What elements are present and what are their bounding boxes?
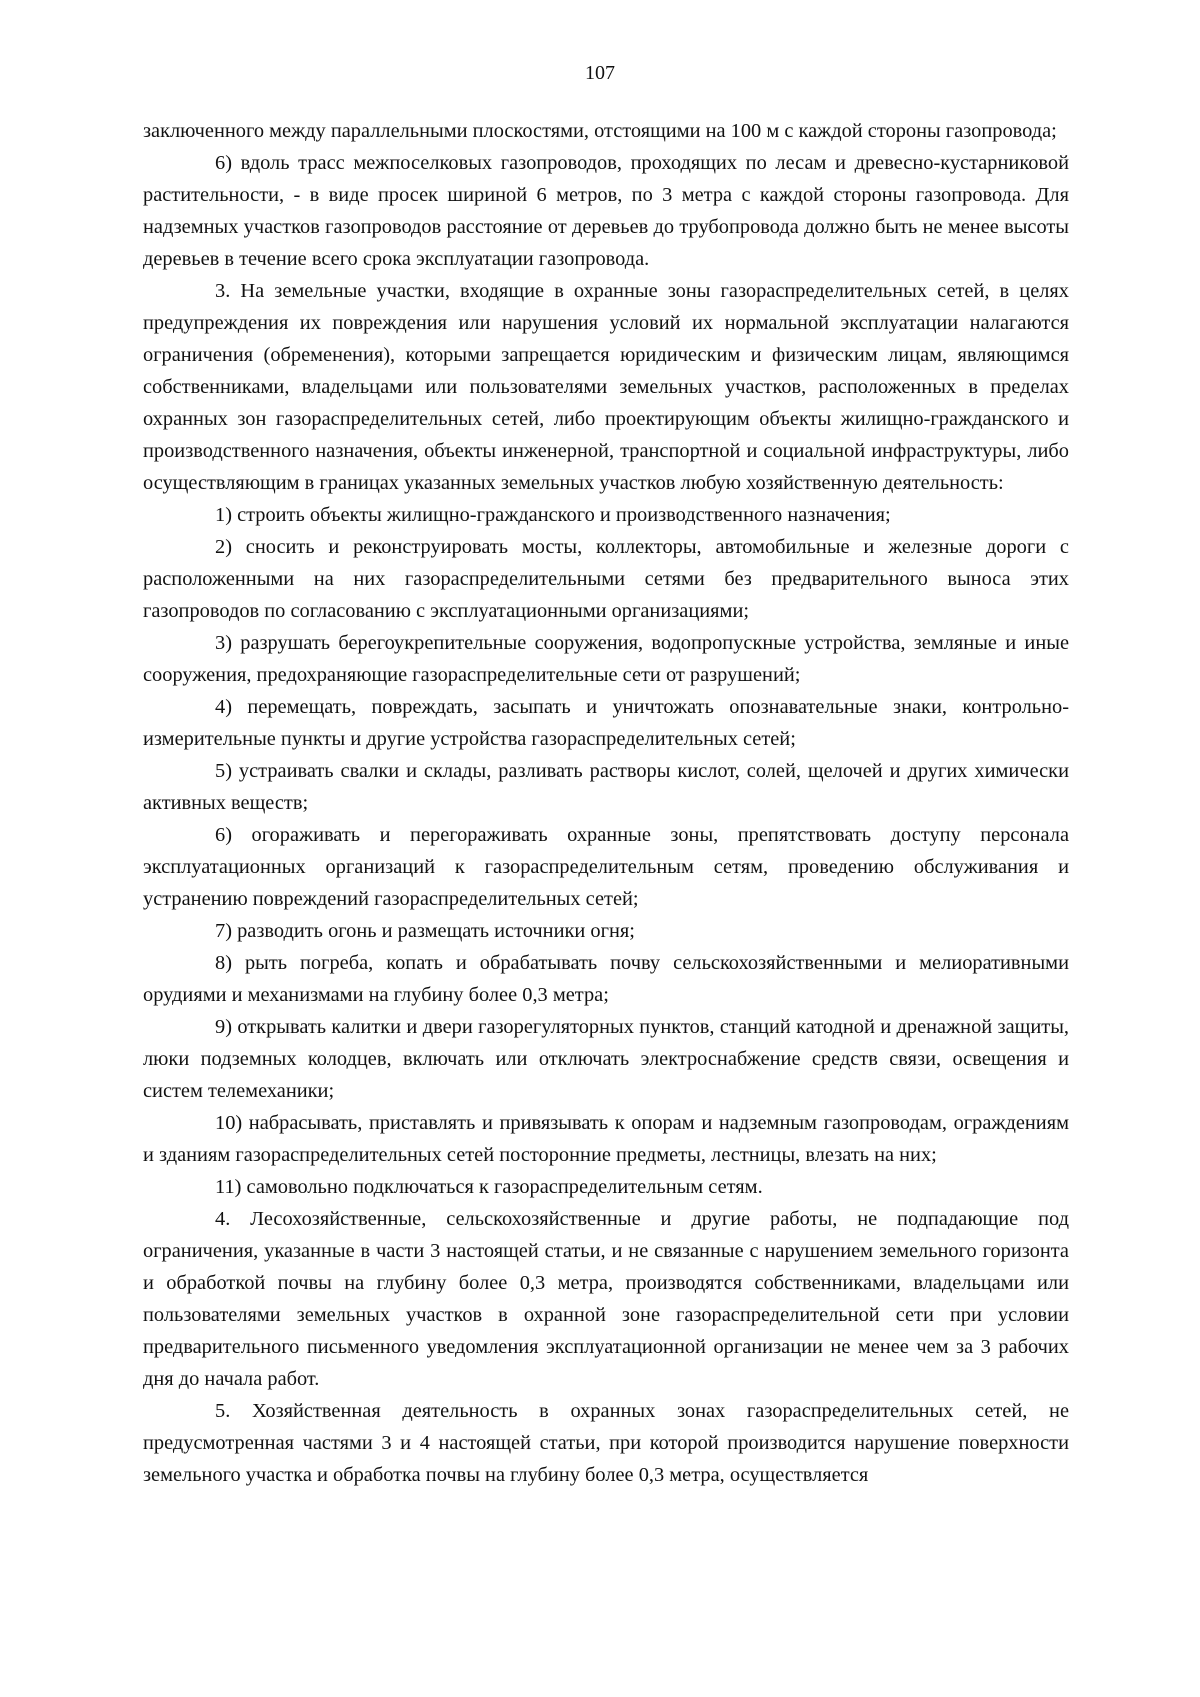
restriction-item-10: 10) набрасывать, приставлять и привязывать к опорам и надземным газопроводам, ограждениям и зданиям газораспределительных сетей посторонние предметы, лестницы, влезать на них; bbox=[143, 1112, 1069, 1166]
restriction-item-9: 9) открывать калитки и двери газорегуляторных пунктов, станций катодной и дренажной защиты, люки подземных колодцев, включать или отключать электроснабжение средств связи, освещения и систем телемеханики; bbox=[143, 1016, 1069, 1102]
page-body bbox=[143, 115, 1069, 1491]
section-4-permitted-works: 4. Лесохозяйственные, сельскохозяйственные и другие работы, не подпадающие под ограничения, указанные в части 3 настоящей статьи, и не связанные с нарушением земельного горизонта и обработкой почвы на глубину более 0,3 метра, производятся собственниками, владельцами или пользователями земельных участков в охранной зоне газораспределительной сети при условии предварительного письменного уведомления эксплуатационной организации не менее чем за 3 рабочих дня до начала работ. bbox=[143, 1208, 1069, 1390]
list-item-6-forest-gas-lines: 6) вдоль трасс межпоселковых газопроводов, проходящих по лесам и древесно-кустарниковой растительности, - в виде просек шириной 6 метров, по 3 метра с каждой стороны газопровода. Для надземных участков газопроводов расстояние от деревьев до трубопровода должно быть не менее высоты деревьев в течение всего срока эксплуатации газопровода. bbox=[143, 152, 1069, 270]
paragraph-continuation: заключенного между параллельными плоскостями, отстоящими на 100 м с каждой стороны газопровода; bbox=[143, 120, 1057, 142]
restriction-item-5: 5) устраивать свалки и склады, разливать растворы кислот, солей, щелочей и других химически активных веществ; bbox=[143, 760, 1069, 814]
restriction-item-7: 7) разводить огонь и размещать источники огня; bbox=[215, 920, 635, 942]
section-3-restrictions: 3. На земельные участки, входящие в охранные зоны газораспределительных сетей, в целях предупреждения их повреждения или нарушения условий их нормальной эксплуатации налагаются ограничения (обременения), которыми запрещается юридическим и физическим лицам, являющимся собственниками, владельцами или пользователями земельных участков, расположенных в пределах охранных зон газораспределительных сетей, либо проектирующим объекты жилищно-гражданского и производственного назначения, объекты инженерной, транспортной и социальной инфраструктуры, либо осуществляющим в границах указанных земельных участков любую хозяйственную деятельность: bbox=[143, 280, 1069, 494]
restriction-item-2: 2) сносить и реконструировать мосты, коллекторы, автомобильные и железные дороги с расположенными на них газораспределительными сетями без предварительного выноса этих газопроводов по согласованию с эксплуатационными организациями; bbox=[143, 536, 1069, 622]
section-5-economic-activity: 5. Хозяйственная деятельность в охранных зонах газораспределительных сетей, не предусмотренная частями 3 и 4 настоящей статьи, при которой производится нарушение поверхности земельного участка и обработка почвы на глубину более 0,3 метра, осуществляется bbox=[143, 1400, 1069, 1486]
page-number: 107 bbox=[585, 62, 615, 84]
restriction-item-1: 1) строить объекты жилищно-гражданского и производственного назначения; bbox=[215, 504, 891, 526]
restriction-item-4: 4) перемещать, повреждать, засыпать и уничтожать опознавательные знаки, контрольно-измерительные пункты и другие устройства газораспределительных сетей; bbox=[143, 696, 1069, 750]
restriction-item-6: 6) огораживать и перегораживать охранные зоны, препятствовать доступу персонала эксплуатационных организаций к газораспределительным сетям, проведению обслуживания и устранению повреждений газораспределительных сетей; bbox=[143, 824, 1069, 910]
restriction-item-11: 11) самовольно подключаться к газораспределительным сетям. bbox=[215, 1176, 763, 1198]
restriction-item-3: 3) разрушать берегоукрепительные сооружения, водопропускные устройства, земляные и иные сооружения, предохраняющие газораспределительные сети от разрушений; bbox=[143, 632, 1069, 686]
restriction-item-8: 8) рыть погреба, копать и обрабатывать почву сельскохозяйственными и мелиоративными орудиями и механизмами на глубину более 0,3 метра; bbox=[143, 952, 1069, 1006]
